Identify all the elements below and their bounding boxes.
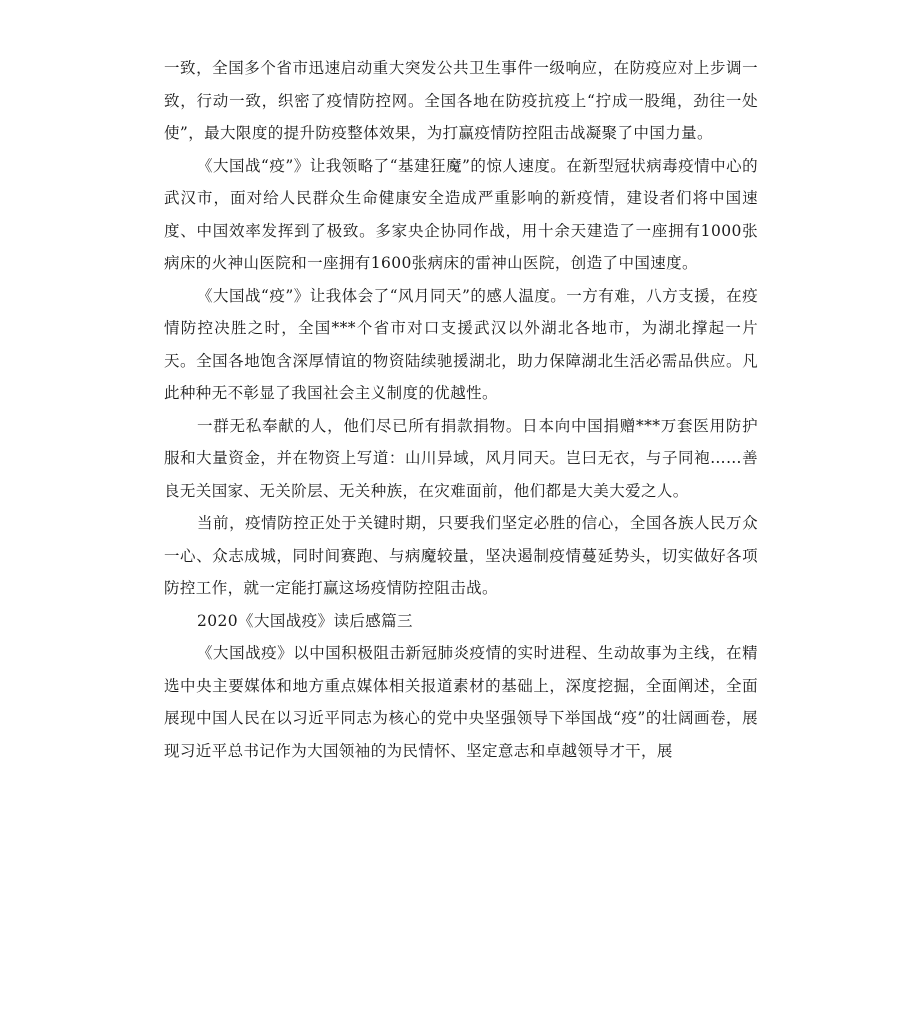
- paragraph-5: 当前，疫情防控正处于关键时期，只要我们坚定必胜的信心，全国各族人民万众一心、众志成城，同时间赛跑、与病魔较量，坚决遏制疫情蔓延势头，切实做好各项防控工作，就一定能打赢这场疫情防控阻击战。: [164, 514, 758, 597]
- paragraph-1: 一致，全国多个省市迅速启动重大突发公共卫生事件一级响应，在防疫应对上步调一致，行动一致，织密了疫情防控网。全国各地在防疫抗疫上“拧成一股绳，劲往一处使”，最大限度的提升防疫整体效果，为打赢疫情防控阻击战凝聚了中国力量。: [164, 59, 758, 142]
- document-body: [164, 52, 758, 767]
- paragraph-6: 《大国战疫》以中国积极阻击新冠肺炎疫情的实时进程、生动故事为主线，在精选中央主要媒体和地方重点媒体相关报道素材的基础上，深度挖掘，全面阐述，全面展现中国人民在以习近平同志为核心的党中央坚强领导下举国战“疫”的壮阔画卷，展现习近平总书记作为大国领袖的为民情怀、坚定意志和卓越领导才干，展: [164, 644, 758, 760]
- paragraph-2: 《大国战“疫”》让我领略了“基建狂魔”的惊人速度。在新型冠状病毒疫情中心的武汉市，面对给人民群众生命健康安全造成严重影响的新疫情，建设者们将中国速度、中国效率发挥到了极致。多家央企协同作战，用十余天建造了一座拥有1000张病床的火神山医院和一座拥有1600张病床的雷神山医院，创造了中国速度。: [164, 156, 758, 272]
- paragraph-4: 一群无私奉献的人，他们尽已所有捐款捐物。日本向中国捐赠***万套医用防护服和大量资金，并在物资上写道：山川异域，风月同天。岂曰无衣，与子同袍……善良无关国家、无关阶层、无关种族，在灾难面前，他们都是大美大爱之人。: [164, 416, 758, 500]
- section-heading: 2020《大国战疫》读后感篇三: [197, 611, 413, 630]
- paragraph-3: 《大国战“疫”》让我体会了“风月同天”的感人温度。一方有难，八方支援，在疫情防控决胜之时，全国***个省市对口支援武汉以外湖北各地市，为湖北撑起一片天。全国各地饱含深厚情谊的物资陆续驰援湖北，助力保障湖北生活必需品供应。凡此种种无不彰显了我国社会主义制度的优越性。: [164, 286, 758, 402]
